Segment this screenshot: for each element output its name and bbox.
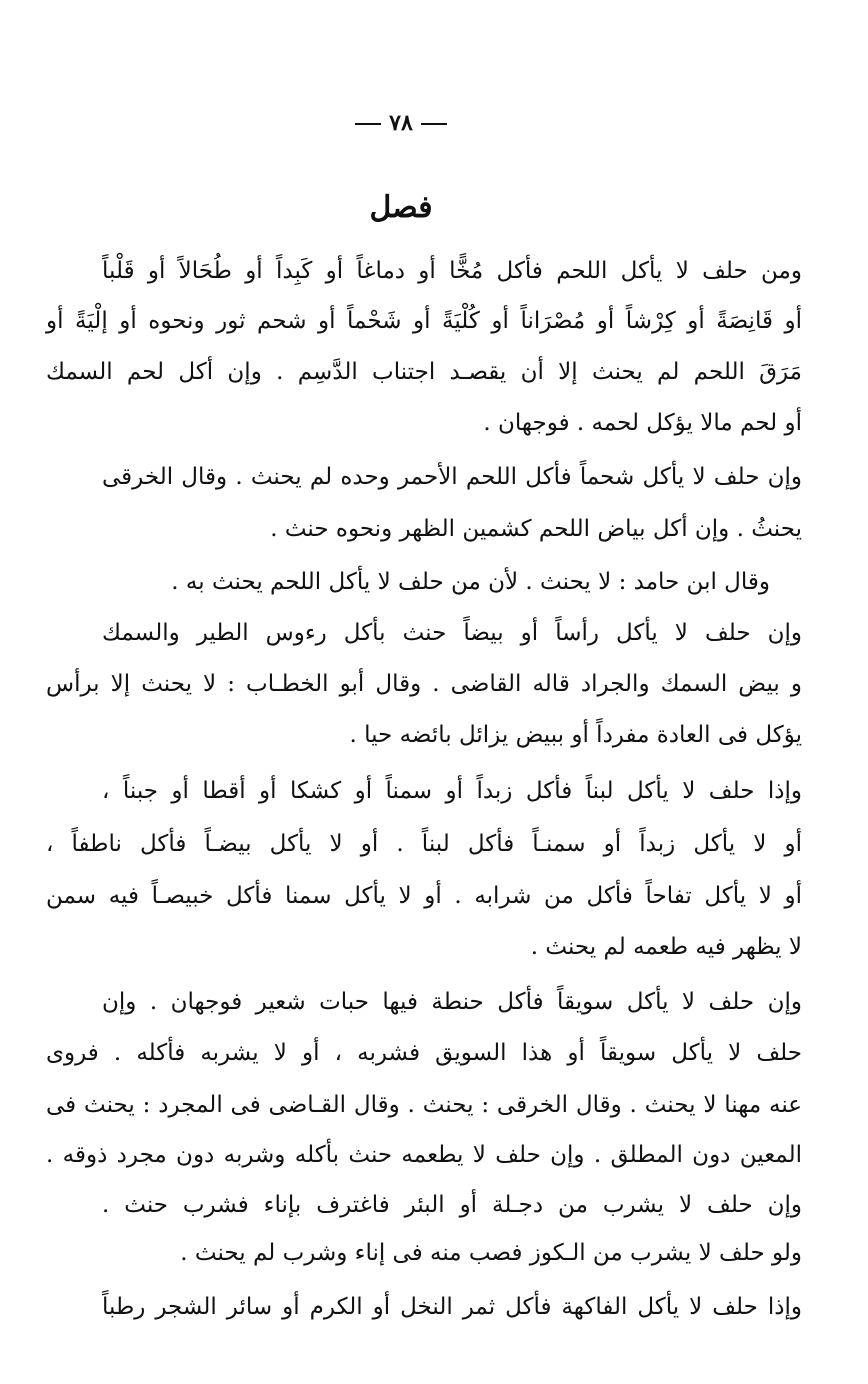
right-dash <box>421 123 447 125</box>
text-line: مَرَقَ اللحم لم يحنث إلا أن يقصـد اجتناب الدَّسِم . وإن أكل لحم السمك <box>46 359 802 385</box>
text-line: وإن حلف لا يأكل شحماً فأكل اللحم الأحمر وحده لم يحنث . وقال الخرقى <box>102 464 802 490</box>
text-line: وإن حلف لا يشرب من دجـلة أو البئر فاغترف بإناء فشرب حنث . <box>102 1192 802 1218</box>
text-line: أو لحم مالا يؤكل لحمه . فوجهان . <box>483 410 802 436</box>
text-line: يحنثُ . وإن أكل بياض اللحم كشمين الظهر ونحوه حنث . <box>270 516 802 542</box>
text-line: ومن حلف لا يأكل اللحم فأكل مُخًّا أو دماغاً أو كَبِداً أو طُحَالاً أو قَلْباً <box>102 258 802 284</box>
text-line: لا يظهر فيه طعمه لم يحنث . <box>530 934 802 960</box>
left-dash <box>355 123 381 125</box>
text-line: عنه مهنا لا يحنث . وقال الخرقى : يحنث . وقال القـاضى فى المجرد : يحنث فى <box>46 1092 802 1118</box>
text-line: و بيض السمك والجراد قاله القاضى . وقال أبو الخطـاب : لا يحنث إلا برأس <box>46 671 802 697</box>
text-line: وإن حلف لا يأكل سويقاً فأكل حنطة فيها حبات شعير فوجهان . وإن <box>102 989 802 1015</box>
text-line: وإذا حلف لا يأكل لبناً فأكل زبداً أو سمناً أو كشكا أو أقطا أو جبناً ، <box>102 778 802 804</box>
text-line: وإن حلف لا يأكل رأساً أو بيضاً حنث بأكل رءوس الطير والسمك <box>102 620 802 646</box>
text-line: أو قَانِصَةً أو كِرْشاً أو مُصْرَاناً أو كُلْيَةً أو شَحْماً أو شحم ثور ونحوه أو إلْيَةً أو <box>46 308 802 334</box>
text-line: أو لا يأكل زبداً أو سمنـاً فأكل لبناً . أو لا يأكل بيضـاً فأكل ناطفاً ، <box>46 831 802 857</box>
text-line: أو لا يأكل تفاحاً فأكل من شرابه . أو لا يأكل سمنا فأكل خبيصـاً فيه سمن <box>46 883 802 909</box>
section-heading: فصل <box>369 190 433 225</box>
text-line: حلف لا يأكل سويقاً أو هذا السويق فشربه ، أو لا يشربه فأكله . فروى <box>46 1040 802 1066</box>
text-line: المعين دون المطلق . وإن حلف لا يطعمه حنث بأكله وشربه دون مجرد ذوقه . <box>46 1142 802 1168</box>
text-line: وقال ابن حامد : لا يحنث . لأن من حلف لا يأكل اللحم يحنث به . <box>171 569 770 595</box>
page-number <box>0 110 802 136</box>
page-number-text: ٧٨ <box>389 110 413 136</box>
text-line: يؤكل فى العادة مفرداً أو ببيض يزائل بائضه حيا . <box>349 722 802 748</box>
text-line: ولو حلف لا يشرب من الـكوز فصب منه فى إناء وشرب لم يحنث . <box>180 1240 802 1266</box>
text-line: وإذا حلف لا يأكل الفاكهة فأكل ثمر النخل أو الكرم أو سائر الشجر رطباً <box>102 1294 803 1320</box>
